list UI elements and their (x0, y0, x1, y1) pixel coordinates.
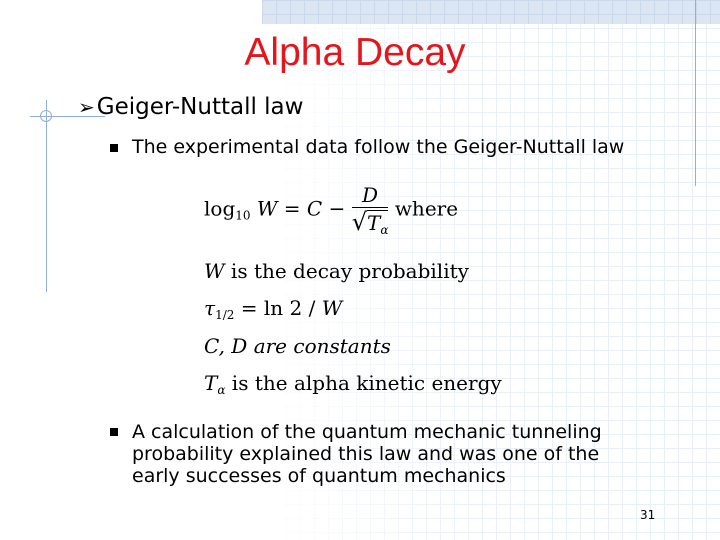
square-bullet-icon (110, 428, 118, 436)
bullet-text-1: The experimental data follow the Geiger-Nuttall law (132, 136, 625, 158)
equation-line-4: C, D are constants (204, 334, 391, 358)
heading-text: Geiger-Nuttall law (96, 94, 304, 120)
equation-line-3: $\tau_{1/2} = \ln 2 / W$ (204, 296, 343, 322)
equation-line-5: $T_\alpha$ is the alpha kinetic energy (204, 371, 502, 397)
equation-line-2: W is the decay probability (204, 259, 469, 283)
bullet-text-2-line: early successes of quantum mechanics (132, 465, 506, 487)
page-number: 31 (640, 508, 656, 522)
bullet-text-2 (132, 421, 672, 487)
square-bullet-icon (110, 144, 118, 152)
decor-circle (40, 110, 52, 122)
bullet-text-2-line: A calculation of the quantum mechanic tunneling (132, 421, 602, 443)
arrow-bullet-icon: ➢ (78, 95, 95, 119)
fraction: $\frac{D}{√T_\alpha}$ (351, 183, 389, 237)
slide-title: Alpha Decay (244, 31, 466, 74)
top-decor-band (262, 0, 720, 24)
heading-line (78, 92, 303, 122)
bullet-text-2-line: probability explained this law and was one of the (132, 443, 600, 465)
decor-vertical-line-left (46, 100, 47, 292)
equation-geiger-nuttall: $\log_{10} W = C$ − $\frac{D}{√T_\alpha}$ where (204, 183, 459, 237)
